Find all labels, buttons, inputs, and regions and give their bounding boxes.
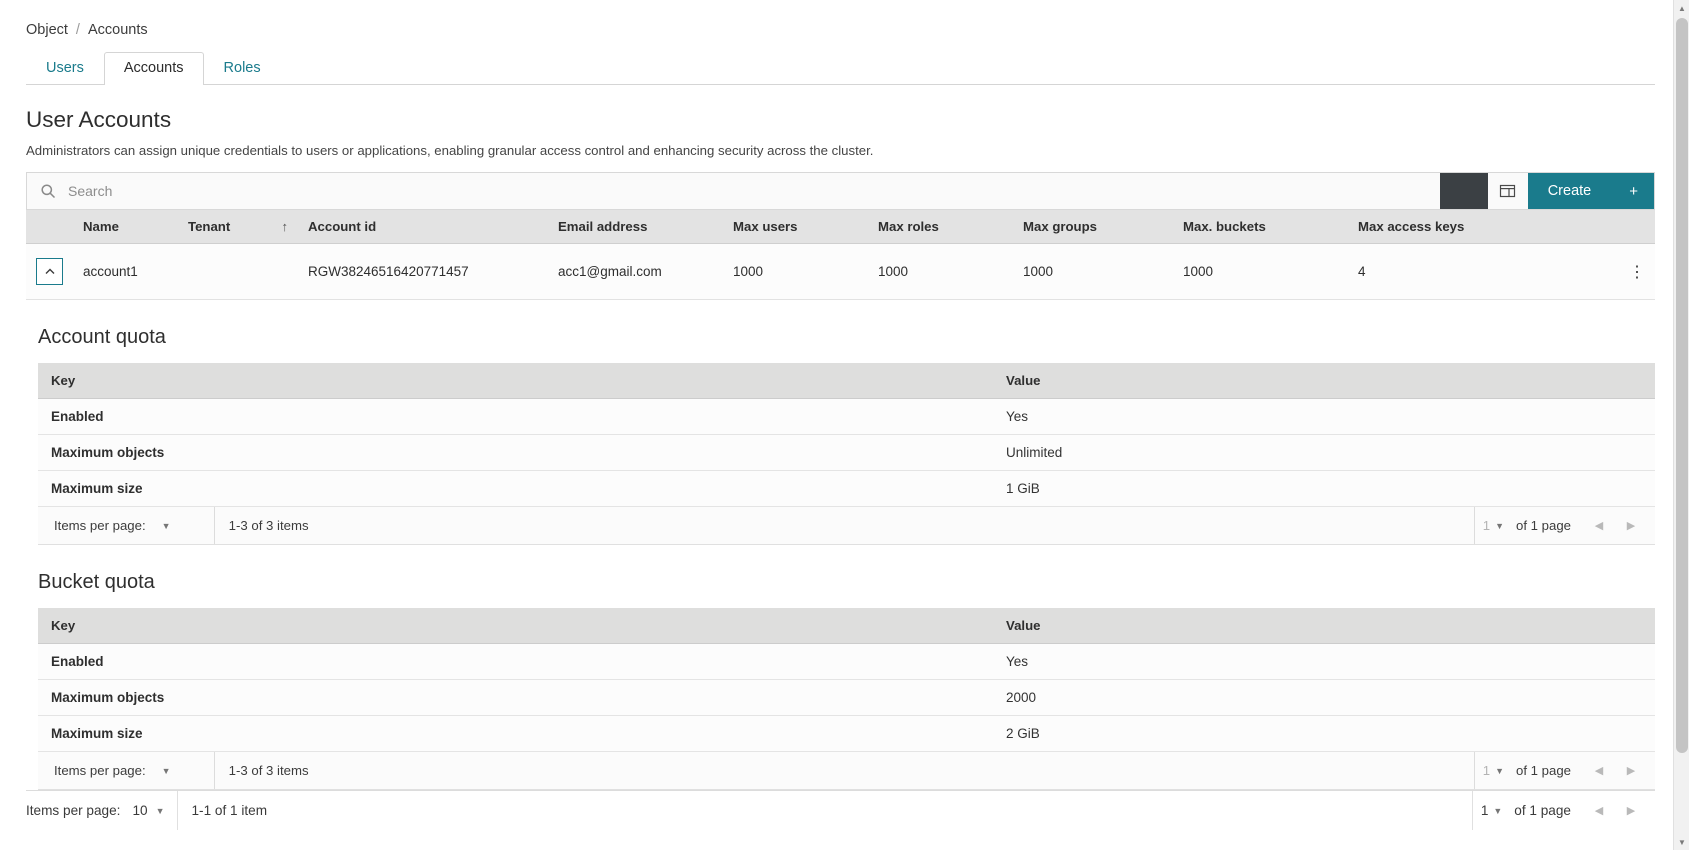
page-title: User Accounts xyxy=(26,107,172,132)
cell-account-id: RGW38246516420771457 xyxy=(298,244,548,300)
column-header-account-id[interactable]: Account id xyxy=(298,210,548,244)
chevron-down-icon: ▼ xyxy=(1495,520,1504,531)
scrollbar-thumb[interactable] xyxy=(1676,18,1688,753)
search-icon xyxy=(40,183,56,199)
chevron-down-icon: ▼ xyxy=(1495,765,1504,776)
scroll-up-icon[interactable]: ▲ xyxy=(1674,0,1689,16)
search-box[interactable] xyxy=(27,173,1440,209)
account-quota-key-max-size: Maximum size xyxy=(38,471,993,507)
bucket-quota-key-max-objects: Maximum objects xyxy=(38,680,993,716)
column-header-max-groups[interactable]: Max groups xyxy=(1013,210,1173,244)
bucket-quota-page-select[interactable] xyxy=(1475,763,1512,778)
breadcrumb-root[interactable]: Object xyxy=(26,22,68,38)
column-header-max-buckets[interactable]: Max. buckets xyxy=(1173,210,1348,244)
account-quota-column-value: Value xyxy=(993,363,1655,399)
row-expander-cell xyxy=(26,244,73,300)
create-button[interactable] xyxy=(1528,173,1654,209)
plus-icon: + xyxy=(1629,182,1638,200)
bucket-quota-items-per-page-label: Items per page: xyxy=(54,763,146,778)
accounts-previous-page-button[interactable]: ◀ xyxy=(1594,805,1604,817)
table-row xyxy=(38,471,1655,507)
cell-max-roles: 1000 xyxy=(868,244,1013,300)
table-row xyxy=(38,716,1655,752)
chevron-down-icon: ▼ xyxy=(155,805,165,816)
row-actions-menu-icon[interactable]: ⋮ xyxy=(1615,244,1655,300)
create-button-label: Create xyxy=(1547,183,1592,199)
table-row xyxy=(38,435,1655,471)
account-quota-next-page-button[interactable]: ▶ xyxy=(1626,520,1636,532)
cell-max-buckets: 1000 xyxy=(1173,244,1348,300)
collapse-row-button[interactable] xyxy=(36,258,63,285)
cell-max-access-keys: 4 xyxy=(1348,244,1615,300)
search-input[interactable] xyxy=(66,173,1440,209)
account-quota-paginator xyxy=(38,507,1655,545)
breadcrumb xyxy=(26,0,1655,38)
account-quota-key-max-objects: Maximum objects xyxy=(38,435,993,471)
account-quota-of-pages: of 1 page xyxy=(1516,518,1571,533)
accounts-table xyxy=(26,210,1655,300)
cell-tenant xyxy=(178,244,298,300)
bucket-quota-of-pages: of 1 page xyxy=(1516,763,1571,778)
account-quota-table xyxy=(38,363,1655,507)
chevron-down-icon: ▼ xyxy=(161,520,171,531)
expanded-row-detail xyxy=(26,326,1655,790)
account-quota-items-per-page-label: Items per page: xyxy=(54,518,146,533)
bucket-quota-value-max-size: 2 GiB xyxy=(993,716,1655,752)
column-header-email[interactable]: Email address xyxy=(548,210,723,244)
table-toolbar xyxy=(26,172,1655,210)
account-quota-previous-page-button[interactable]: ◀ xyxy=(1594,520,1604,532)
bucket-quota-page-controls xyxy=(1475,757,1655,785)
column-header-tenant-label: Tenant xyxy=(188,219,231,234)
bucket-quota-range-label: 1-3 of 3 items xyxy=(228,763,309,778)
scroll-down-icon[interactable]: ▼ xyxy=(1674,834,1689,850)
account-quota-header-row xyxy=(38,363,1655,399)
tab-bar xyxy=(26,52,1655,85)
accounts-of-pages: of 1 page xyxy=(1514,803,1571,818)
accounts-items-per-page-label: Items per page: xyxy=(26,803,121,818)
bucket-quota-next-page-button[interactable]: ▶ xyxy=(1626,765,1636,777)
account-quota-page-value: 1 xyxy=(1482,518,1491,533)
column-header-max-access-keys[interactable]: Max access keys xyxy=(1348,210,1615,244)
page-scrollbar[interactable] xyxy=(1673,0,1689,850)
accounts-next-page-button[interactable]: ▶ xyxy=(1626,805,1636,817)
account-quota-key-enabled: Enabled xyxy=(38,399,993,435)
bucket-quota-table xyxy=(38,608,1655,752)
sort-ascending-icon: ↑ xyxy=(281,219,288,234)
bucket-quota-column-key: Key xyxy=(38,608,993,644)
tab-roles[interactable]: Roles xyxy=(223,60,261,76)
accounts-page-controls xyxy=(1473,797,1655,825)
cell-name: account1 xyxy=(73,244,178,300)
cell-max-users: 1000 xyxy=(723,244,868,300)
bucket-quota-header-row xyxy=(38,608,1655,644)
bucket-quota-items-per-page-select[interactable] xyxy=(156,766,214,776)
account-quota-value-enabled: Yes xyxy=(993,399,1655,435)
bucket-quota-paginator xyxy=(38,752,1655,790)
breadcrumb-current: Accounts xyxy=(87,22,148,38)
table-row[interactable] xyxy=(26,244,1655,300)
cell-max-groups: 1000 xyxy=(1013,244,1173,300)
accounts-page-value: 1 xyxy=(1480,803,1489,818)
column-header-max-roles[interactable]: Max roles xyxy=(868,210,1013,244)
bucket-quota-key-max-size: Maximum size xyxy=(38,716,993,752)
account-quota-items-per-page-select[interactable] xyxy=(156,521,214,531)
account-quota-value-max-objects: Unlimited xyxy=(993,435,1655,471)
column-settings-icon[interactable] xyxy=(1488,173,1528,209)
account-quota-range-label: 1-3 of 3 items xyxy=(228,518,309,533)
account-quota-value-max-size: 1 GiB xyxy=(993,471,1655,507)
table-row xyxy=(38,644,1655,680)
breadcrumb-separator: / xyxy=(75,22,80,38)
bucket-quota-page-value: 1 xyxy=(1482,763,1491,778)
cell-email: acc1@gmail.com xyxy=(548,244,723,300)
tab-users[interactable]: Users xyxy=(46,60,84,76)
account-quota-page-select[interactable] xyxy=(1475,518,1512,533)
bucket-quota-previous-page-button[interactable]: ◀ xyxy=(1594,765,1604,777)
chevron-down-icon: ▼ xyxy=(1493,805,1503,816)
bucket-quota-value-max-objects: 2000 xyxy=(993,680,1655,716)
column-header-max-users[interactable]: Max users xyxy=(723,210,868,244)
table-row xyxy=(38,399,1655,435)
column-header-tenant[interactable] xyxy=(178,210,298,244)
column-header-name[interactable]: Name xyxy=(73,210,178,244)
tab-accounts[interactable]: Accounts xyxy=(104,52,204,85)
account-quota-page-controls xyxy=(1475,512,1655,540)
search-clear-button[interactable] xyxy=(1440,173,1488,209)
table-row xyxy=(38,680,1655,716)
accounts-items-per-page-value: 10 xyxy=(132,803,148,818)
accounts-items-per-page-select[interactable] xyxy=(132,803,176,818)
row-actions-column-header xyxy=(1615,210,1655,244)
expander-column-header xyxy=(26,210,73,244)
accounts-range-label: 1-1 of 1 item xyxy=(191,803,268,818)
chevron-down-icon: ▼ xyxy=(161,765,171,776)
bucket-quota-key-enabled: Enabled xyxy=(38,644,993,680)
account-quota-title: Account quota xyxy=(38,326,166,348)
accounts-page-select[interactable] xyxy=(1473,803,1510,818)
page-description: Administrators can assign unique credentials to users or applications, enabling granular access control and enhancing security across the cluster. xyxy=(26,143,874,158)
bucket-quota-title: Bucket quota xyxy=(38,571,155,593)
accounts-paginator xyxy=(26,790,1655,830)
account-quota-column-key: Key xyxy=(38,363,993,399)
table-header-row xyxy=(26,210,1655,244)
bucket-quota-value-enabled: Yes xyxy=(993,644,1655,680)
bucket-quota-column-value: Value xyxy=(993,608,1655,644)
